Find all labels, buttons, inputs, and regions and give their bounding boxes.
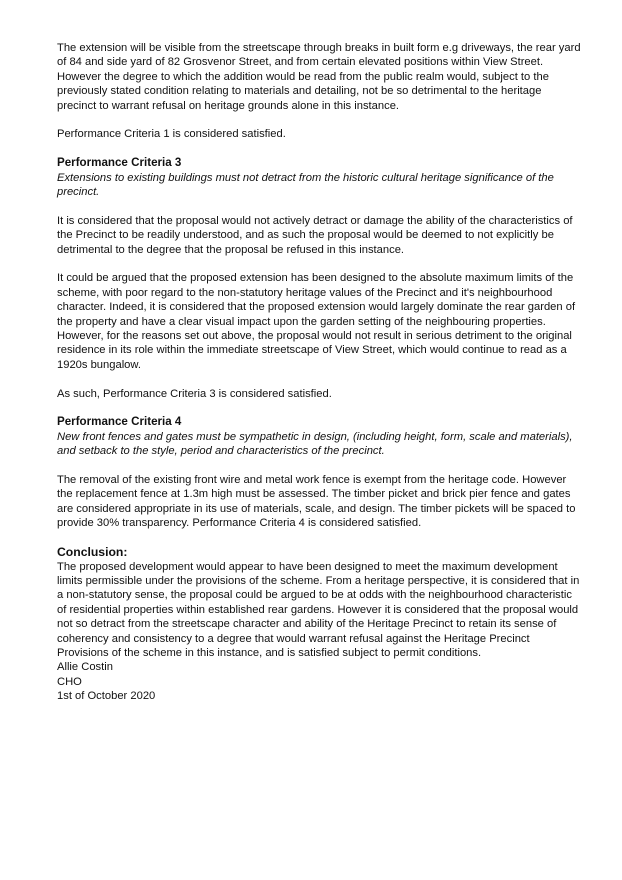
pc4-paragraph-1: The removal of the existing front wire and metal work fence is exempt from the heritage code. However the replacement fence at 1.3m high must be assessed. The timber picket and brick pier fence and gates are considered appropriate in its use of materials, scale, and design. The timber pickets will be spaced to provide 30% transparency. Performance Criteria 4 is considered satisfied. (57, 474, 576, 530)
pc4-heading: Performance Criteria 4 (57, 415, 182, 429)
pc1-satisfied-text: Performance Criteria 1 is considered satisfied. (57, 128, 286, 141)
pc3-criterion: Extensions to existing buildings must not detract from the historic cultural heritage significance of the precinct. (57, 171, 554, 199)
pc3-paragraph-2: It could be argued that the proposed extension has been designed to the absolute maximum limits of the scheme, with poor regard to the non-statutory heritage values of the Precinct and it's neighbourhood character. Indeed, it is considered that the proposed extension would largely dominate the rear garden of the property and have a clear visual impact upon the garden setting of the neighbouring properties. However, for the reasons set out above, the proposal would not result in serious detriment to the original residence in its role within the immediate streetscape of View Street, which would continue to read as a 1920s bungalow. (57, 272, 576, 371)
pc4-criterion: New front fences and gates must be sympathetic in design, (including height, form, scale and materials), and setback to the style, period and characteristics of the precinct. (57, 430, 573, 458)
pc3-satisfied-text: As such, Performance Criteria 3 is considered satisfied. (57, 387, 332, 400)
signatory-name: Allie Costin (57, 661, 113, 674)
intro-paragraph: The extension will be visible from the streetscape through breaks in built form e.g driveways, the rear yard of 84 and side yard of 82 Grosvenor Street, and from certain elevated positions within View Street. However the degree to which the addition would be read from the public realm would, subject to the previously stated condition relating to materials and detailing, not be so detrimental to the heritage precinct to warrant refusal on heritage grounds alone in this instance. (57, 42, 581, 112)
pc3-paragraph-1: It is considered that the proposal would not actively detract or damage the ability of the characteristics of the Precinct to be readily understood, and as such the proposal would be deemed to not explicitly be detrimental to the degree that the proposal be refused in this instance. (57, 214, 573, 256)
conclusion-heading: Conclusion: (57, 545, 128, 560)
signatory-title: CHO (57, 675, 82, 688)
pc3-heading: Performance Criteria 3 (57, 156, 182, 170)
signature-date: 1st of October 2020 (57, 690, 156, 703)
conclusion-body: The proposed development would appear to have been designed to meet the maximum development limits permissible under the provisions of the scheme. From a heritage perspective, it is considered that in a non-statutory sense, the proposal could be argued to be at odds with the neighbourhood characteristic of residential properties within established rear gardens. However it is considered that the proposal would not so detract from the streetscape character and ability of the Heritage Precinct to retain its sense of coherency and consistency to a degree that would warrant refusal against the Heritage Precinct Provisions of the scheme in this instance, and is satisfied subject to permit conditions. (57, 560, 580, 659)
